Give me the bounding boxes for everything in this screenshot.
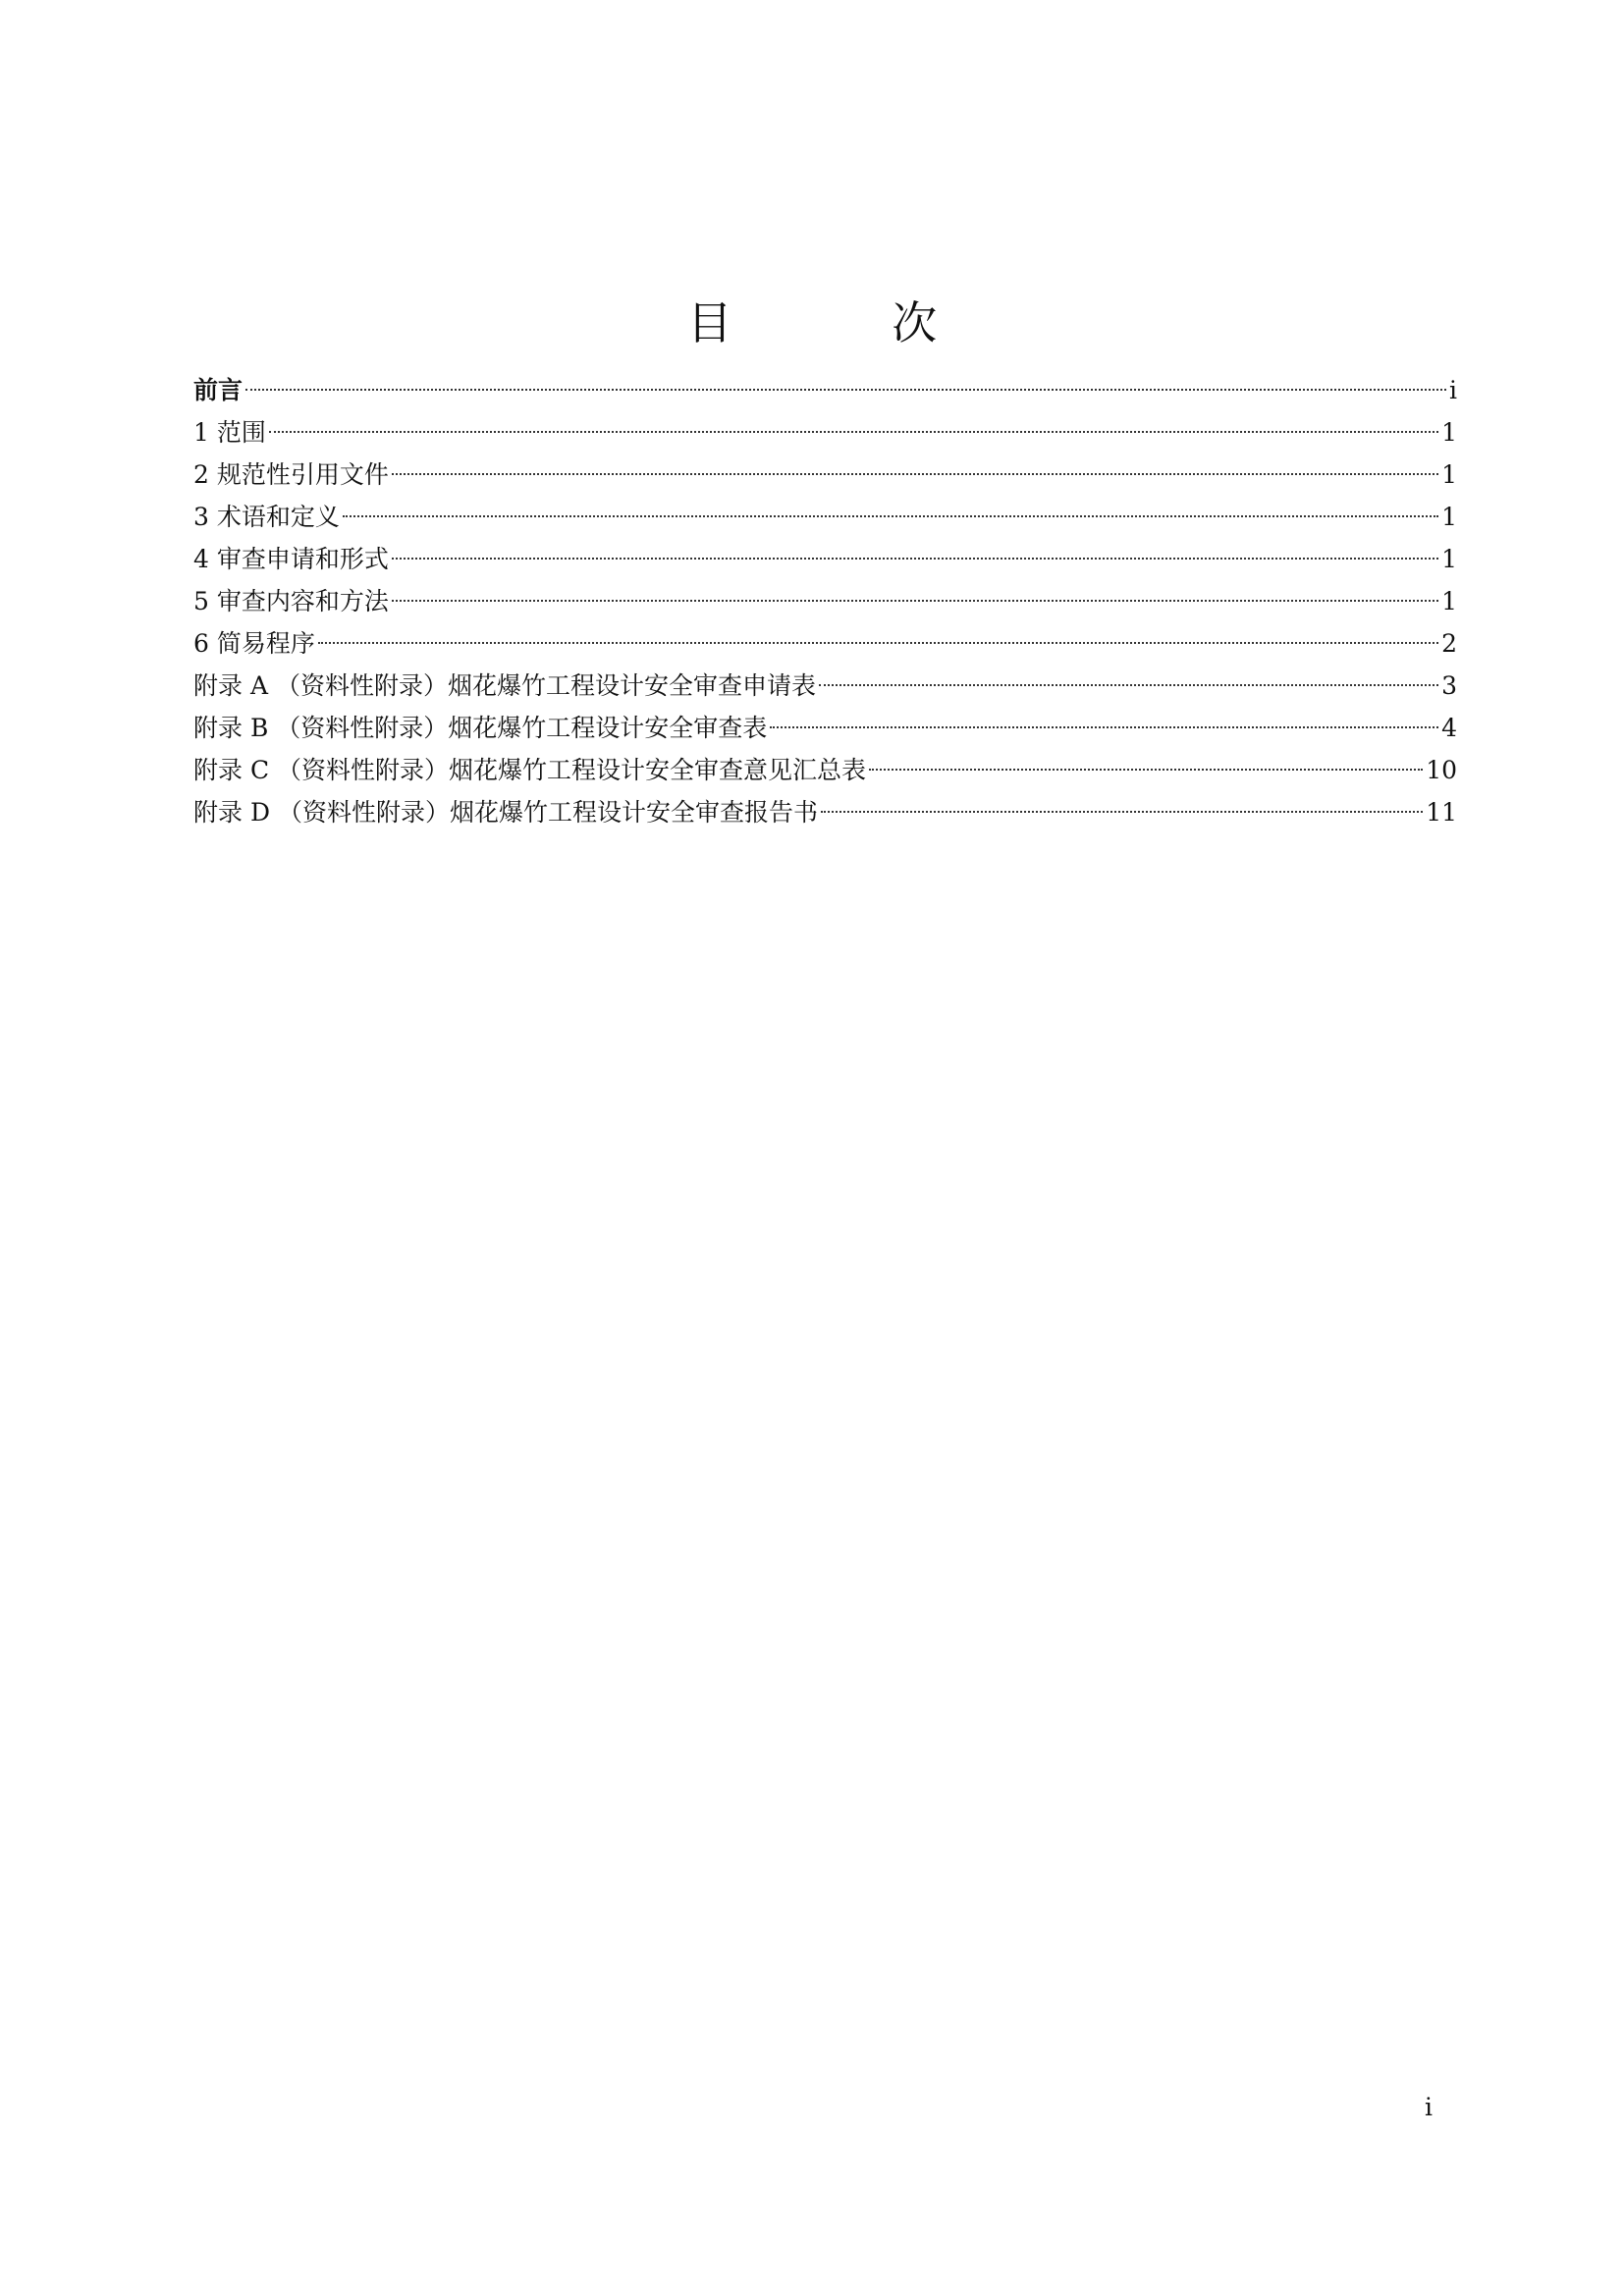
toc-entry-label: 附录 C （资料性附录）烟花爆竹工程设计安全审查意见汇总表: [193, 756, 867, 784]
toc-dot-leader: [269, 431, 1438, 433]
toc-entry-page: 4: [1441, 714, 1457, 742]
toc-dot-leader: [318, 642, 1438, 644]
toc-entry-review-content[interactable]: [193, 580, 1457, 622]
toc-entry-label: 前言: [193, 376, 244, 404]
toc-entry-appendix-c[interactable]: [193, 749, 1457, 791]
toc-dot-leader: [821, 811, 1423, 813]
toc-entry-review-application[interactable]: [193, 538, 1457, 580]
toc-dot-leader: [392, 600, 1438, 602]
toc-entry-appendix-a[interactable]: [193, 665, 1457, 707]
toc-dot-leader: [819, 684, 1438, 686]
toc-entry-page: 2: [1441, 629, 1457, 658]
toc-entry-page: 10: [1426, 756, 1457, 784]
toc-entry-label: 附录 B （资料性附录）烟花爆竹工程设计安全审查表: [193, 714, 768, 742]
toc-entry-simple-procedure[interactable]: [193, 622, 1457, 665]
page-number: i: [1425, 2093, 1433, 2121]
toc-entry-label: 1 范围: [193, 418, 266, 447]
toc-entry-label: 附录 D （资料性附录）烟花爆竹工程设计安全审查报告书: [193, 798, 818, 827]
toc-entry-terms-definitions[interactable]: [193, 496, 1457, 538]
toc-entry-page: 1: [1441, 460, 1457, 489]
toc-dot-leader: [392, 473, 1438, 475]
toc-entry-label: 2 规范性引用文件: [193, 460, 389, 489]
toc-entry-scope[interactable]: [193, 411, 1457, 454]
toc-entry-label: 6 简易程序: [193, 629, 315, 658]
toc-entry-label: 4 审查申请和形式: [193, 545, 389, 573]
toc-entry-normative-references[interactable]: [193, 454, 1457, 496]
toc-entry-page: 1: [1441, 418, 1457, 447]
toc-entry-label: 附录 A （资料性附录）烟花爆竹工程设计安全审查申请表: [193, 671, 816, 700]
toc-entry-foreword[interactable]: [193, 369, 1457, 411]
toc-entry-page: i: [1449, 376, 1457, 404]
toc-entry-page: 3: [1441, 671, 1457, 700]
toc-entry-page: 1: [1441, 503, 1457, 531]
toc-entry-label: 5 审查内容和方法: [193, 587, 389, 615]
toc-entry-appendix-b[interactable]: [193, 707, 1457, 749]
toc-dot-leader: [392, 558, 1438, 560]
page-title: 目 次: [686, 295, 1010, 349]
toc-entry-page: 1: [1441, 545, 1457, 573]
toc-dot-leader: [770, 726, 1438, 728]
toc-dot-leader: [869, 769, 1423, 771]
toc-dot-leader: [343, 515, 1438, 517]
table-of-contents: [193, 369, 1457, 833]
toc-entry-page: 1: [1441, 587, 1457, 615]
toc-dot-leader: [245, 389, 1446, 391]
toc-entry-label: 3 术语和定义: [193, 503, 340, 531]
toc-entry-appendix-d[interactable]: [193, 791, 1457, 833]
toc-entry-page: 11: [1426, 798, 1457, 827]
